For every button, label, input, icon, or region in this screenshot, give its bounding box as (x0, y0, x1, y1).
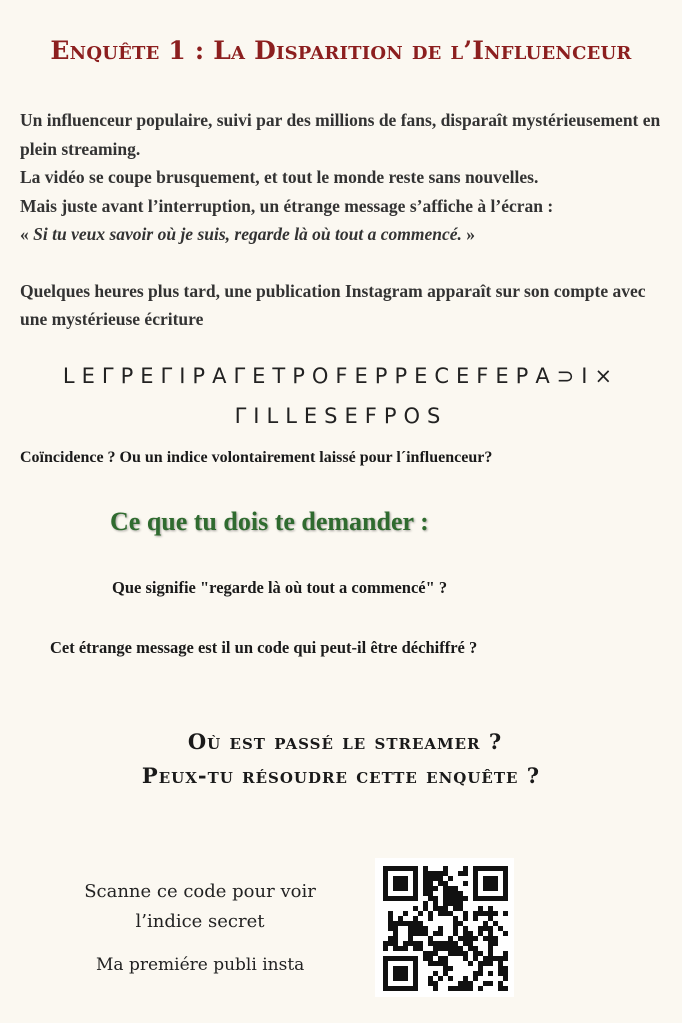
intro-line-3: Mais juste avant l’interruption, un étrange message s’affiche à l’écran : (20, 195, 554, 216)
scan-line-1: Scanne ce code pour voir (84, 881, 316, 902)
coincidence-text: Coïncidence ? Ou un indice volontairement laissé pour l´influenceur? (20, 449, 493, 466)
closing-line-1: Où est passé le streamer ? (187, 729, 503, 754)
cipher-line-2: ΓILLESEFΡΟS (234, 404, 448, 428)
intro-quote (20, 220, 670, 249)
intro-line-4: Quelques heures plus tard, une publication Instagram apparaît sur son compte avec une mystérieuse écriture (20, 280, 646, 329)
quote-open: « (20, 224, 34, 244)
qr-code-icon[interactable] (375, 858, 514, 997)
cipher-line-1: LEΓΡΕΓΙΡΑΓΕΤΡΟFΕΡΡΕCΕFΕΡΑ⊃I× (62, 364, 620, 388)
qr-code-graphic (375, 858, 514, 997)
first-post-caption: Ma premiére publi insta (96, 955, 305, 975)
question-1: Que signifie "regarde là où tout a commencé" ? (112, 578, 448, 597)
intro-line-2: La vidéo se coupe brusquement, et tout le monde reste sans nouvelles. (20, 167, 539, 187)
scan-instructions (80, 877, 320, 937)
closing-line-2: Peux-tu résoudre cette enquête ? (141, 763, 541, 788)
ask-title: Ce que tu dois te demander : (110, 507, 429, 536)
quote-text: Si tu veux savoir où je suis, regarde là où tout a commencé. (33, 224, 462, 244)
spacer (20, 249, 670, 277)
intro-line-1: Un influenceur populaire, suivi par des millions de fans, disparaît mystérieusement en plein streaming. (20, 110, 661, 159)
page-title: Enquête 1 : La Disparition de l’Influenceur (50, 36, 632, 65)
intro-text (20, 106, 670, 334)
quote-close: » (461, 224, 476, 244)
question-2: Cet étrange message est il un code qui peut-il être déchiffré ? (50, 638, 478, 657)
scan-line-2: l’indice secret (135, 911, 265, 932)
